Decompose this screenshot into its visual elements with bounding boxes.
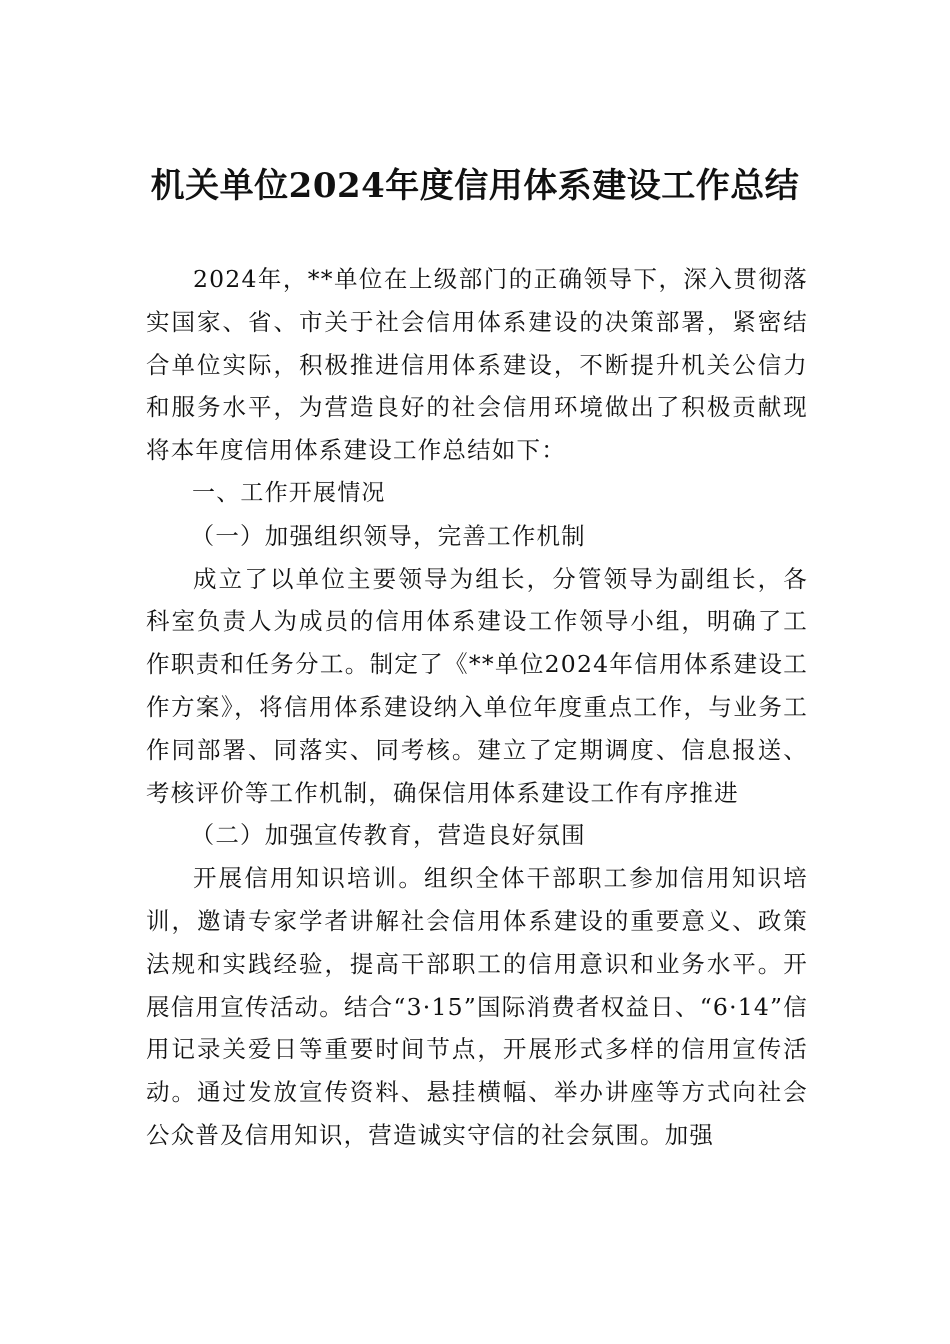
document-body — [146, 258, 808, 1157]
subsection-2-paragraph: 开展信用知识培训。组织全体干部职工参加信用知识培训，邀请专家学者讲解社会信用体系建设的重要意义、政策法规和实践经验，提高干部职工的信用意识和业务水平。开展信用宣传活动。结合“3·15”国际消费者权益日、“6·14”信用记录关爱日等重要时间节点，开展形式多样的信用宣传活动。通过发放宣传资料、悬挂横幅、举办讲座等方式向社会公众普及信用知识，营造诚实守信的社会氛围。加强 — [146, 864, 808, 1149]
intro-paragraph: 2024年，**单位在上级部门的正确领导下，深入贯彻落实国家、省、市关于社会信用体系建设的决策部署，紧密结合单位实际，积极推进信用体系建设，不断提升机关公信力和服务水平，为营造良好的社会信用环境做出了积极贡献现将本年度信用体系建设工作总结如下： — [146, 265, 808, 465]
subsection-1-paragraph: 成立了以单位主要领导为组长，分管领导为副组长，各科室负责人为成员的信用体系建设工作领导小组，明确了工作职责和任务分工。制定了《**单位2024年信用体系建设工作方案》，将信用体系建设纳入单位年度重点工作，与业务工作同部署、同落实、同考核。建立了定期调度、信息报送、考核评价等工作机制，确保信用体系建设工作有序推进 — [146, 564, 808, 807]
subsection-heading-1: （一）加强组织领导，完善工作机制 — [190, 521, 586, 550]
section-heading-1: 一、工作开展情况 — [192, 479, 386, 506]
document-title: 机关单位2024年度信用体系建设工作总结 — [150, 166, 800, 206]
subsection-heading-2: （二）加强宣传教育，营造良好氛围 — [190, 821, 586, 850]
